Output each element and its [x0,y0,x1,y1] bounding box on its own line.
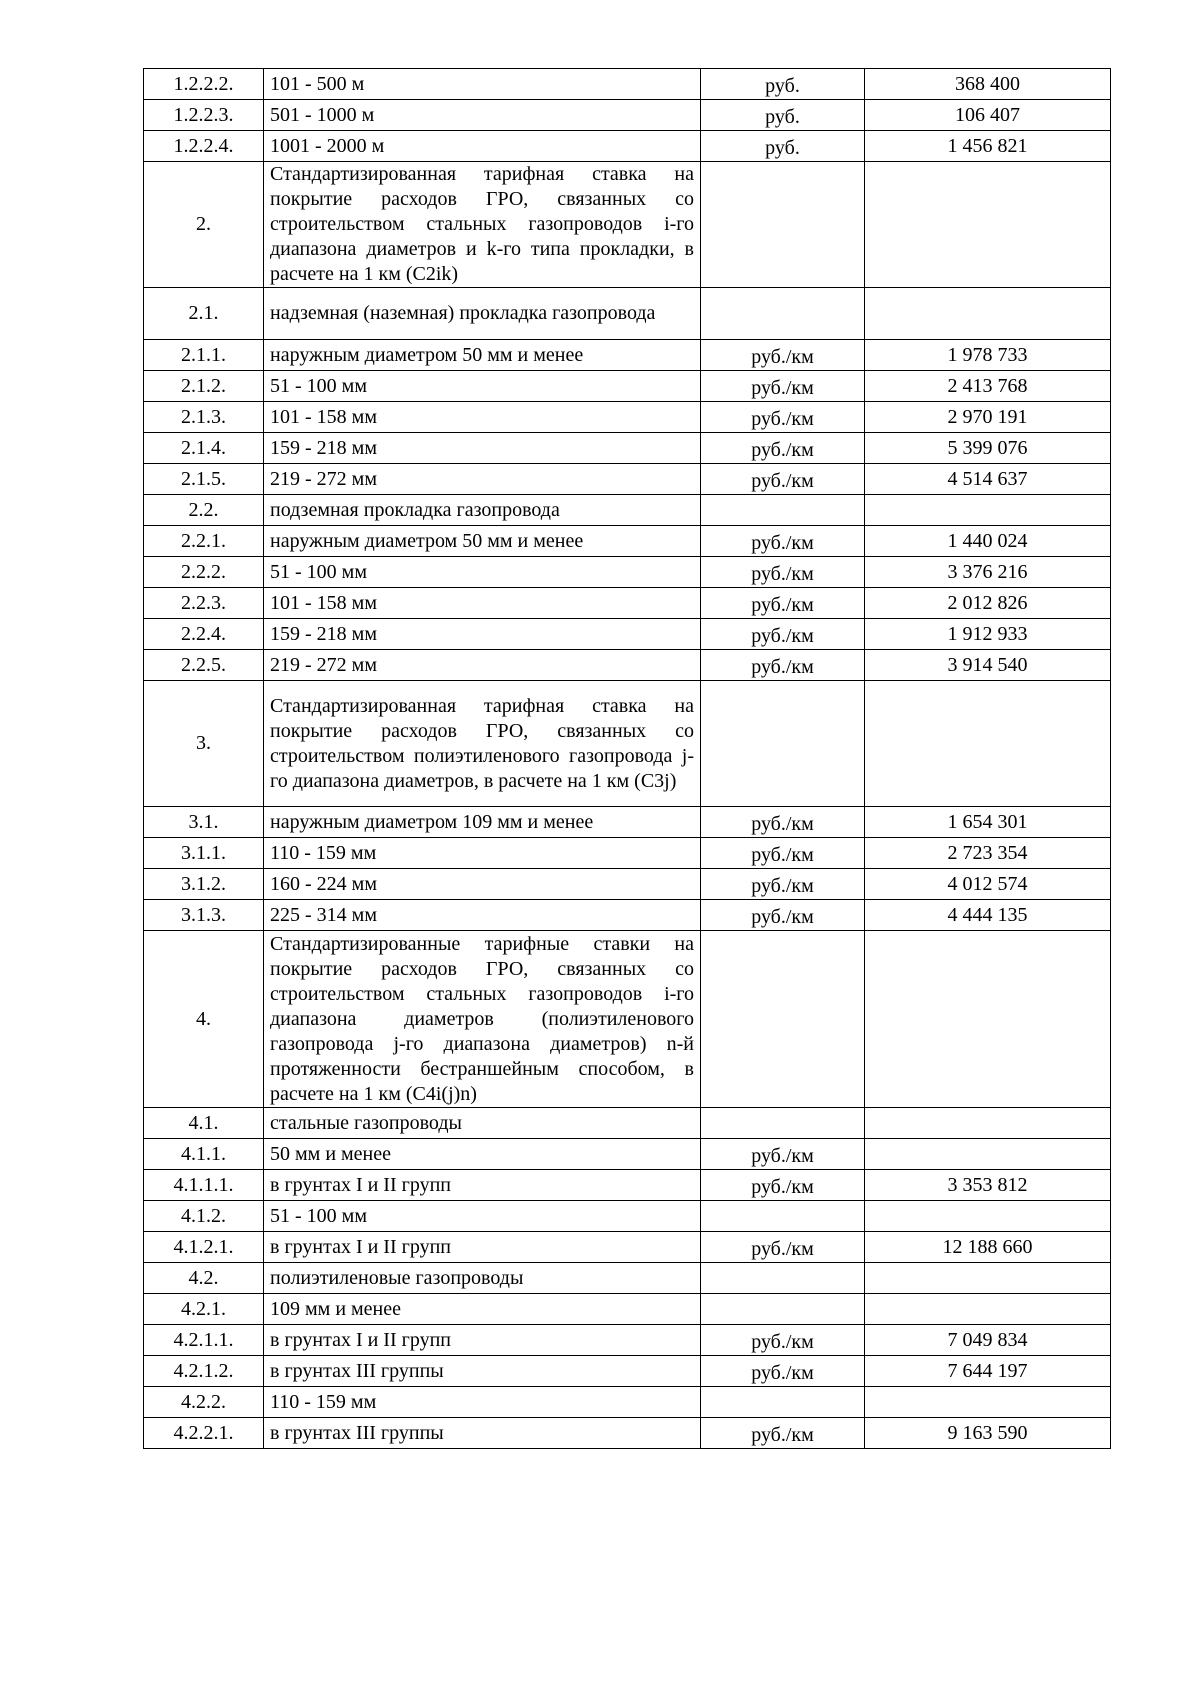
table-row [144,1139,1111,1170]
table-row [144,1294,1111,1325]
row-number-cell: 1.2.2.3. [144,100,264,131]
row-description-cell: Стандартизированная тарифная ставка на покрытие расходов ГРО, связанных со строительством стальных газопроводов i-го диапазона диаметров и k-го типа прокладки, в расчете на 1 км (C2ik) [264,162,701,288]
row-unit-cell [701,495,865,526]
row-value-cell: 3 914 540 [865,650,1111,681]
row-unit-cell: руб./км [701,340,865,371]
row-number-cell: 2.2.2. [144,557,264,588]
row-description-cell: 219 - 272 мм [264,464,701,495]
row-number-cell: 3.1.1. [144,838,264,869]
row-description-cell: в грунтах III группы [264,1356,701,1387]
row-unit-cell: руб./км [701,869,865,900]
row-unit-cell [701,1387,865,1418]
row-unit-cell: руб./км [701,1170,865,1201]
table-row [144,619,1111,650]
row-description-cell: подземная прокладка газопровода [264,495,701,526]
row-value-cell: 1 654 301 [865,807,1111,838]
table-row [144,1418,1111,1449]
row-value-cell [865,495,1111,526]
row-description-cell: 110 - 159 мм [264,1387,701,1418]
row-value-cell: 1 978 733 [865,340,1111,371]
row-number-cell: 4.1.1.1. [144,1170,264,1201]
row-unit-cell [701,1294,865,1325]
row-description-cell: 51 - 100 мм [264,557,701,588]
row-value-cell: 1 440 024 [865,526,1111,557]
row-unit-cell [701,931,865,1108]
row-unit-cell [701,288,865,340]
row-unit-cell: руб./км [701,807,865,838]
row-value-cell [865,1201,1111,1232]
row-unit-cell: руб./км [701,650,865,681]
table-row [144,681,1111,807]
row-value-cell [865,1108,1111,1139]
row-number-cell: 2.1.1. [144,340,264,371]
row-unit-cell: руб./км [701,371,865,402]
row-value-cell: 3 353 812 [865,1170,1111,1201]
row-value-cell [865,1263,1111,1294]
row-unit-cell: руб./км [701,464,865,495]
row-value-cell: 1 912 933 [865,619,1111,650]
table-row [144,162,1111,288]
row-value-cell: 2 723 354 [865,838,1111,869]
row-unit-cell: руб./км [701,526,865,557]
row-value-cell: 2 970 191 [865,402,1111,433]
row-unit-cell [701,162,865,288]
row-value-cell: 3 376 216 [865,557,1111,588]
row-unit-cell: руб./км [701,588,865,619]
table-row [144,526,1111,557]
row-number-cell: 4.2.1. [144,1294,264,1325]
table-row [144,557,1111,588]
tariff-table [143,68,1111,1449]
row-description-cell: наружным диаметром 50 мм и менее [264,340,701,371]
row-value-cell: 4 012 574 [865,869,1111,900]
row-value-cell [865,1387,1111,1418]
row-number-cell: 2.2. [144,495,264,526]
table-row [144,69,1111,100]
row-description-cell: 159 - 218 мм [264,433,701,464]
table-row [144,1108,1111,1139]
row-description-cell: 51 - 100 мм [264,1201,701,1232]
row-description-cell: стальные газопроводы [264,1108,701,1139]
table-row [144,1325,1111,1356]
table-row [144,131,1111,162]
table-row [144,869,1111,900]
row-number-cell: 2.2.3. [144,588,264,619]
row-value-cell [865,288,1111,340]
row-value-cell: 2 012 826 [865,588,1111,619]
row-unit-cell: руб./км [701,838,865,869]
row-number-cell: 2.1. [144,288,264,340]
row-unit-cell: руб. [701,131,865,162]
row-description-cell: 50 мм и менее [264,1139,701,1170]
table-row [144,807,1111,838]
row-number-cell: 4.1. [144,1108,264,1139]
row-number-cell: 4.2.1.2. [144,1356,264,1387]
row-number-cell: 3.1.2. [144,869,264,900]
table-row [144,1170,1111,1201]
row-number-cell: 3. [144,681,264,807]
row-number-cell: 1.2.2.2. [144,69,264,100]
row-value-cell: 7 049 834 [865,1325,1111,1356]
row-unit-cell: руб./км [701,900,865,931]
row-description-cell: 109 мм и менее [264,1294,701,1325]
table-row [144,900,1111,931]
table-row [144,650,1111,681]
row-value-cell: 7 644 197 [865,1356,1111,1387]
row-unit-cell: руб./км [701,557,865,588]
row-unit-cell [701,1108,865,1139]
row-number-cell: 4.2. [144,1263,264,1294]
row-value-cell: 4 514 637 [865,464,1111,495]
table-row [144,340,1111,371]
row-description-cell: наружным диаметром 50 мм и менее [264,526,701,557]
row-number-cell: 4. [144,931,264,1108]
row-description-cell: в грунтах I и II групп [264,1325,701,1356]
row-value-cell [865,162,1111,288]
row-unit-cell [701,681,865,807]
row-unit-cell: руб./км [701,1418,865,1449]
row-number-cell: 2.2.5. [144,650,264,681]
row-description-cell: 101 - 158 мм [264,588,701,619]
row-value-cell [865,931,1111,1108]
row-description-cell: в грунтах III группы [264,1418,701,1449]
table-row [144,1232,1111,1263]
row-unit-cell: руб./км [701,1139,865,1170]
row-description-cell: 159 - 218 мм [264,619,701,650]
row-description-cell: 101 - 500 м [264,69,701,100]
row-number-cell: 1.2.2.4. [144,131,264,162]
row-value-cell: 1 456 821 [865,131,1111,162]
row-number-cell: 4.2.2.1. [144,1418,264,1449]
table-row [144,1356,1111,1387]
row-value-cell: 106 407 [865,100,1111,131]
table-row [144,288,1111,340]
row-description-cell: 501 - 1000 м [264,100,701,131]
table-row [144,1387,1111,1418]
row-value-cell: 4 444 135 [865,900,1111,931]
row-description-cell: 219 - 272 мм [264,650,701,681]
table-row [144,588,1111,619]
row-value-cell: 5 399 076 [865,433,1111,464]
row-unit-cell [701,1263,865,1294]
row-unit-cell [701,1201,865,1232]
row-description-cell: полиэтиленовые газопроводы [264,1263,701,1294]
row-unit-cell: руб. [701,69,865,100]
row-value-cell [865,1294,1111,1325]
table-row [144,464,1111,495]
row-value-cell: 368 400 [865,69,1111,100]
row-value-cell [865,681,1111,807]
table-row [144,1263,1111,1294]
row-unit-cell: руб./км [701,1356,865,1387]
row-description-cell: 101 - 158 мм [264,402,701,433]
row-unit-cell: руб./км [701,1325,865,1356]
table-row [144,1201,1111,1232]
row-unit-cell: руб./км [701,402,865,433]
row-number-cell: 4.1.1. [144,1139,264,1170]
row-number-cell: 4.2.1.1. [144,1325,264,1356]
table-row [144,495,1111,526]
row-description-cell: 51 - 100 мм [264,371,701,402]
row-number-cell: 4.1.2. [144,1201,264,1232]
row-number-cell: 4.1.2.1. [144,1232,264,1263]
row-description-cell: Стандартизированная тарифная ставка на покрытие расходов ГРО, связанных со строительством полиэтиленового газопровода j-го диапазона диаметров, в расчете на 1 км (C3j) [264,681,701,807]
row-number-cell: 2. [144,162,264,288]
row-description-cell: в грунтах I и II групп [264,1232,701,1263]
row-description-cell: 225 - 314 мм [264,900,701,931]
row-description-cell: наружным диаметром 109 мм и менее [264,807,701,838]
row-number-cell: 2.1.5. [144,464,264,495]
row-number-cell: 2.1.2. [144,371,264,402]
row-unit-cell: руб./км [701,1232,865,1263]
table-row [144,100,1111,131]
table-row [144,838,1111,869]
row-number-cell: 3.1.3. [144,900,264,931]
row-unit-cell: руб./км [701,433,865,464]
row-number-cell: 2.2.4. [144,619,264,650]
row-value-cell: 12 188 660 [865,1232,1111,1263]
row-description-cell: в грунтах I и II групп [264,1170,701,1201]
row-number-cell: 2.1.3. [144,402,264,433]
row-value-cell: 2 413 768 [865,371,1111,402]
row-description-cell: 110 - 159 мм [264,838,701,869]
tariff-table-body [144,69,1111,1449]
row-value-cell [865,1139,1111,1170]
row-number-cell: 2.1.4. [144,433,264,464]
row-description-cell: 160 - 224 мм [264,869,701,900]
row-number-cell: 4.2.2. [144,1387,264,1418]
table-row [144,931,1111,1108]
table-row [144,433,1111,464]
row-number-cell: 3.1. [144,807,264,838]
table-row [144,371,1111,402]
row-unit-cell: руб. [701,100,865,131]
row-description-cell: надземная (наземная) прокладка газопровода [264,288,701,340]
row-unit-cell: руб./км [701,619,865,650]
table-row [144,402,1111,433]
row-number-cell: 2.2.1. [144,526,264,557]
row-description-cell: 1001 - 2000 м [264,131,701,162]
row-value-cell: 9 163 590 [865,1418,1111,1449]
row-description-cell: Стандартизированные тарифные ставки на покрытие расходов ГРО, связанных со строительством стальных газопроводов i-го диапазона диаметров (полиэтиленового газопровода j-го диапазона диаметров) n-й протяженности бестраншейным способом, в расчете на 1 км (C4i(j)n) [264,931,701,1108]
